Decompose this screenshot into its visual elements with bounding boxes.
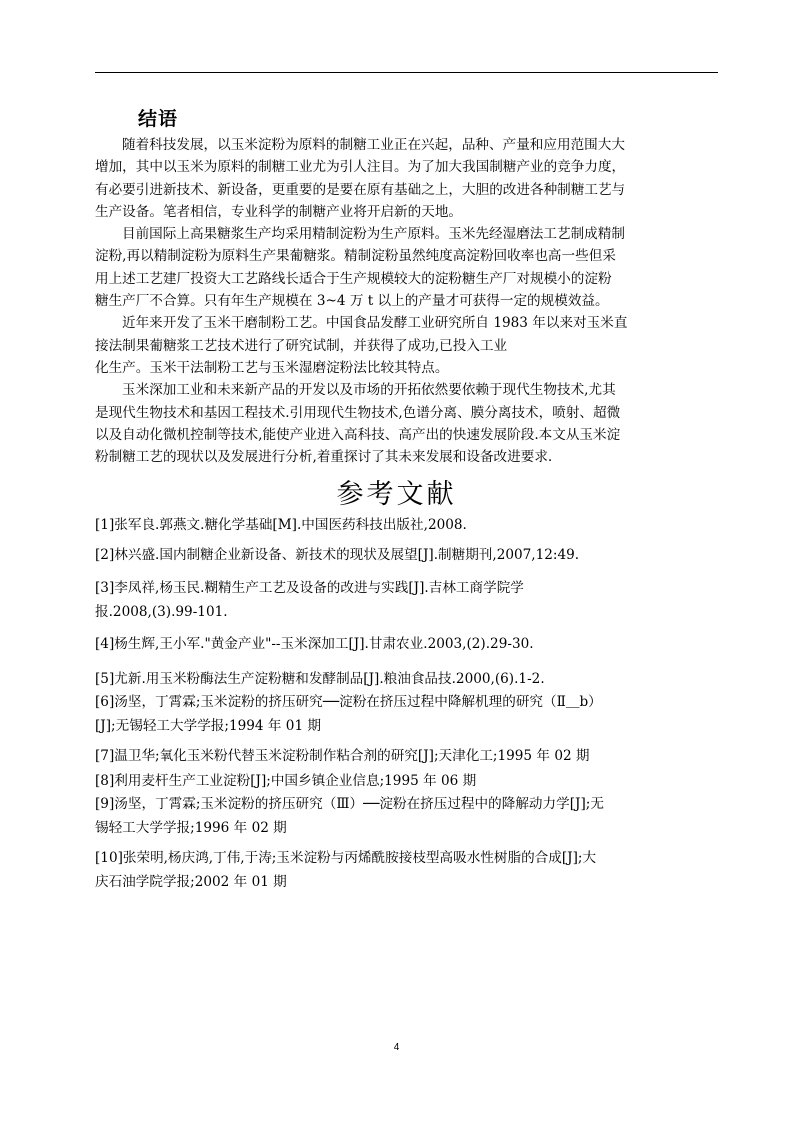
- text-line: 近年来开发了玉米干磨制粉工艺。中国食品发酵工业研究所自 1983 年以来对玉米直: [122, 315, 628, 332]
- reference-text: [6]汤坚，丁霄霖;玉米淀粉的挤压研究──淀粉在挤压过程中降解机理的研究（Ⅱ＿b）: [95, 694, 602, 710]
- reference-text: [9]汤坚，丁霄霖;玉米淀粉的挤压研究（Ⅲ）──淀粉在挤压过程中的降解动力学[J];无: [95, 796, 604, 812]
- reference-text: [7]温卫华;氧化玉米粉代替玉米淀粉制作粘合剂的研究[J];天津化工;1995 年 02 期: [95, 748, 590, 764]
- paragraph: [95, 379, 718, 468]
- text-line: 是现代生物技术和基因工程技术.引用现代生物技术,色谱分离、膜分离技术，喷射、超微: [95, 404, 621, 421]
- reference-text: 锡轻工大学学报;1996 年 02 期: [95, 820, 287, 836]
- header-rule: [95, 72, 718, 73]
- text-line: 玉米深加工业和未来新产品的开发以及市场的开拓依然要依赖于现代生物技术,尤其: [122, 382, 616, 399]
- reference-text: [5]尤新.用玉米粉酶法生产淀粉糖和发酵制品[J].粮油食品技.2000,(6).1-2.: [95, 671, 545, 687]
- text-line: 有必要引进新技术、新设备，更重要的是要在原有基础之上，大胆的改进各种制糖工艺与: [95, 181, 626, 198]
- reference-item: [95, 792, 718, 840]
- reference-item: [95, 513, 718, 533]
- reference-text: [1]张军良.郭燕文.糖化学基础[M].中国医药科技出版社,2008.: [95, 517, 467, 533]
- reference-text: [J];无锡轻工大学学报;1994 年 01 期: [95, 718, 322, 734]
- conclusion-body: [95, 134, 718, 468]
- page-number: 4: [393, 1042, 400, 1053]
- text-line: 目前国际上高果糖浆生产均采用精制淀粉为生产原料。玉米先经湿磨法工艺制成精制: [122, 226, 625, 243]
- text-line: 粉制糖工艺的现状以及发展进行分析,着重探讨了其未来发展和设备改进要求.: [95, 449, 553, 466]
- reference-text: [10]张荣明,杨庆鸿,丁伟,于涛;玉米淀粉与丙烯酰胺接枝型高吸水性树脂的合成[J];大: [95, 850, 597, 866]
- reference-item: [95, 576, 718, 624]
- text-line: 化生产。玉米干法制粉工艺与玉米湿磨淀粉法比较其特点。: [95, 359, 449, 376]
- reference-item: [95, 744, 718, 764]
- text-line: 淀粉,再以精制淀粉为原料生产果葡糖浆。精制淀粉虽然纯度高淀粉回收率也高一些但采: [95, 248, 616, 265]
- text-line: 接法制果葡糖浆工艺技术进行了研究试制，并获得了成功,已投入工业: [95, 337, 508, 354]
- reference-text: 庆石油学院学报;2002 年 01 期: [95, 874, 287, 890]
- reference-item: [95, 769, 718, 789]
- section-title: 结语: [138, 108, 179, 130]
- paragraph: [95, 134, 718, 223]
- reference-item: [95, 690, 718, 738]
- text-line: 随着科技发展，以玉米淀粉为原料的制糖工业正在兴起，品种、产量和应用范围大大: [122, 137, 625, 153]
- reference-item: [95, 543, 718, 563]
- text-line: 增加，其中以玉米为原料的制糖工业尤为引人注目。为了加大我国制糖产业的竞争力度，: [95, 159, 626, 176]
- text-line: 用上述工艺建厂投资大工艺路线长适合于生产规模较大的淀粉糖生产厂对规模小的淀粉: [95, 270, 612, 287]
- reference-text: [3]李凤祥,杨玉民.糊精生产工艺及设备的改进与实践[J].吉林工商学院学: [95, 580, 524, 596]
- reference-text: 报.2008,(3).99-101.: [95, 604, 228, 620]
- reference-text: [8]利用麦杆生产工业淀粉[J];中国乡镇企业信息;1995 年 06 期: [95, 773, 477, 789]
- references-title: 参考文献: [336, 479, 457, 510]
- text-line: 糖生产厂不合算。只有年生产规模在 3~4 万 t 以上的产量才可获得一定的规模效益。: [95, 293, 609, 310]
- text-line: 以及自动化微机控制等技术,能使产业进入高科技、高产出的快速发展阶段.本文从玉米淀: [95, 426, 621, 443]
- paragraph: [95, 312, 718, 379]
- reference-text: [4]杨生辉,王小军."黄金产业"--玉米深加工[J].甘肃农业.2003,(2).29-30.: [95, 636, 534, 652]
- reference-item: [95, 846, 718, 894]
- paragraph: [95, 223, 718, 312]
- reference-item: [95, 667, 718, 687]
- text-line: 生产设备。笔者相信，专业科学的制糖产业将开启新的天地。: [95, 203, 463, 220]
- reference-item: [95, 632, 718, 652]
- reference-text: [2]林兴盛.国内制糖企业新设备、新技术的现状及展望[J].制糖期刊,2007,12:49.: [95, 547, 580, 563]
